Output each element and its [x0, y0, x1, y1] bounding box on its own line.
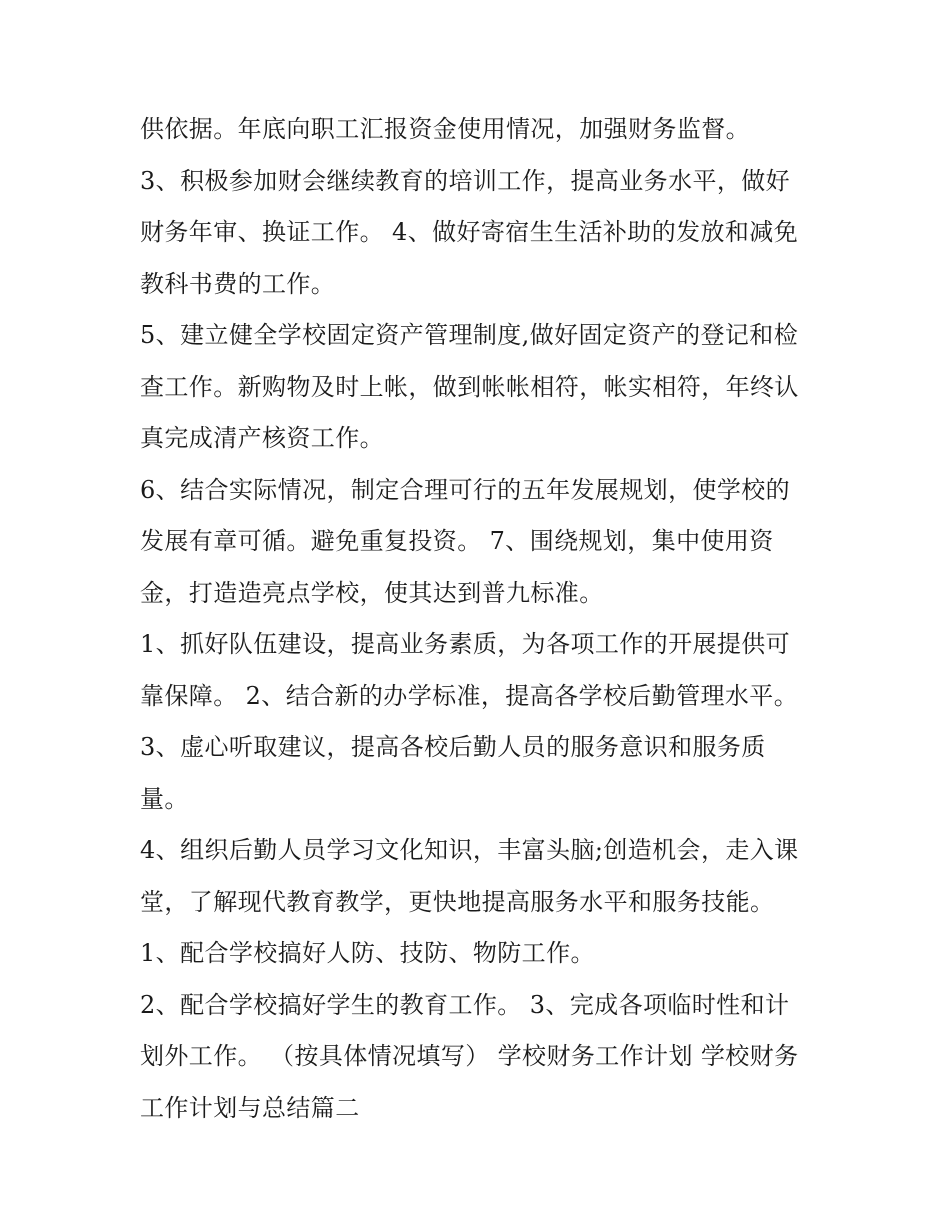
text-line: 6、结合实际情况，制定合理可行的五年发展规划，使学校的	[140, 475, 791, 504]
document-text-body	[140, 104, 820, 1134]
text-line: 量。	[140, 784, 189, 813]
text-line: 真完成清产核资工作。	[140, 424, 384, 452]
text-line: 2、配合学校搞好学生的教育工作。 3、完成各项临时性和计	[140, 990, 790, 1019]
text-line: 划外工作。 （按具体情况填写） 学校财务工作计划 学校财务	[140, 1042, 799, 1070]
text-line: 靠保障。 2、结合新的办学标准，提高各学校后勤管理水平。	[140, 681, 799, 710]
text-line: 教科书费的工作。	[140, 269, 336, 298]
text-line: 堂，了解现代教育教学，更快地提高服务水平和服务技能。	[140, 887, 775, 916]
text-line: 5、建立健全学校固定资产管理制度,做好固定资产的登记和检	[140, 321, 799, 349]
text-line: 金，打造造亮点学校，使其达到普九标准。	[140, 578, 604, 607]
text-line: 3、虚心听取建议，提高各校后勤人员的服务意识和服务质	[140, 733, 766, 761]
text-line: 发展有章可循。避免重复投资。 7、围绕规划，集中使用资	[140, 527, 774, 555]
text-line: 1、抓好队伍建设，提高业务素质，为各项工作的开展提供可	[140, 630, 791, 658]
text-line: 4、组织后勤人员学习文化知识，丰富头脑;创造机会，走入课	[140, 836, 799, 864]
text-line: 工作计划与总结篇二	[140, 1093, 360, 1122]
text-line: 财务年审、换证工作。 4、做好寄宿生生活补助的发放和减免	[140, 218, 799, 246]
text-line: 3、积极参加财会继续教育的培训工作，提高业务水平，做好	[140, 166, 791, 195]
text-line: 查工作。新购物及时上帐，做到帐帐相符，帐实相符，年终认	[140, 372, 799, 401]
text-line: 1、配合学校搞好人防、技防、物防工作。	[140, 939, 595, 967]
text-line: 供依据。年底向职工汇报资金使用情况，加强财务监督。	[140, 115, 750, 143]
